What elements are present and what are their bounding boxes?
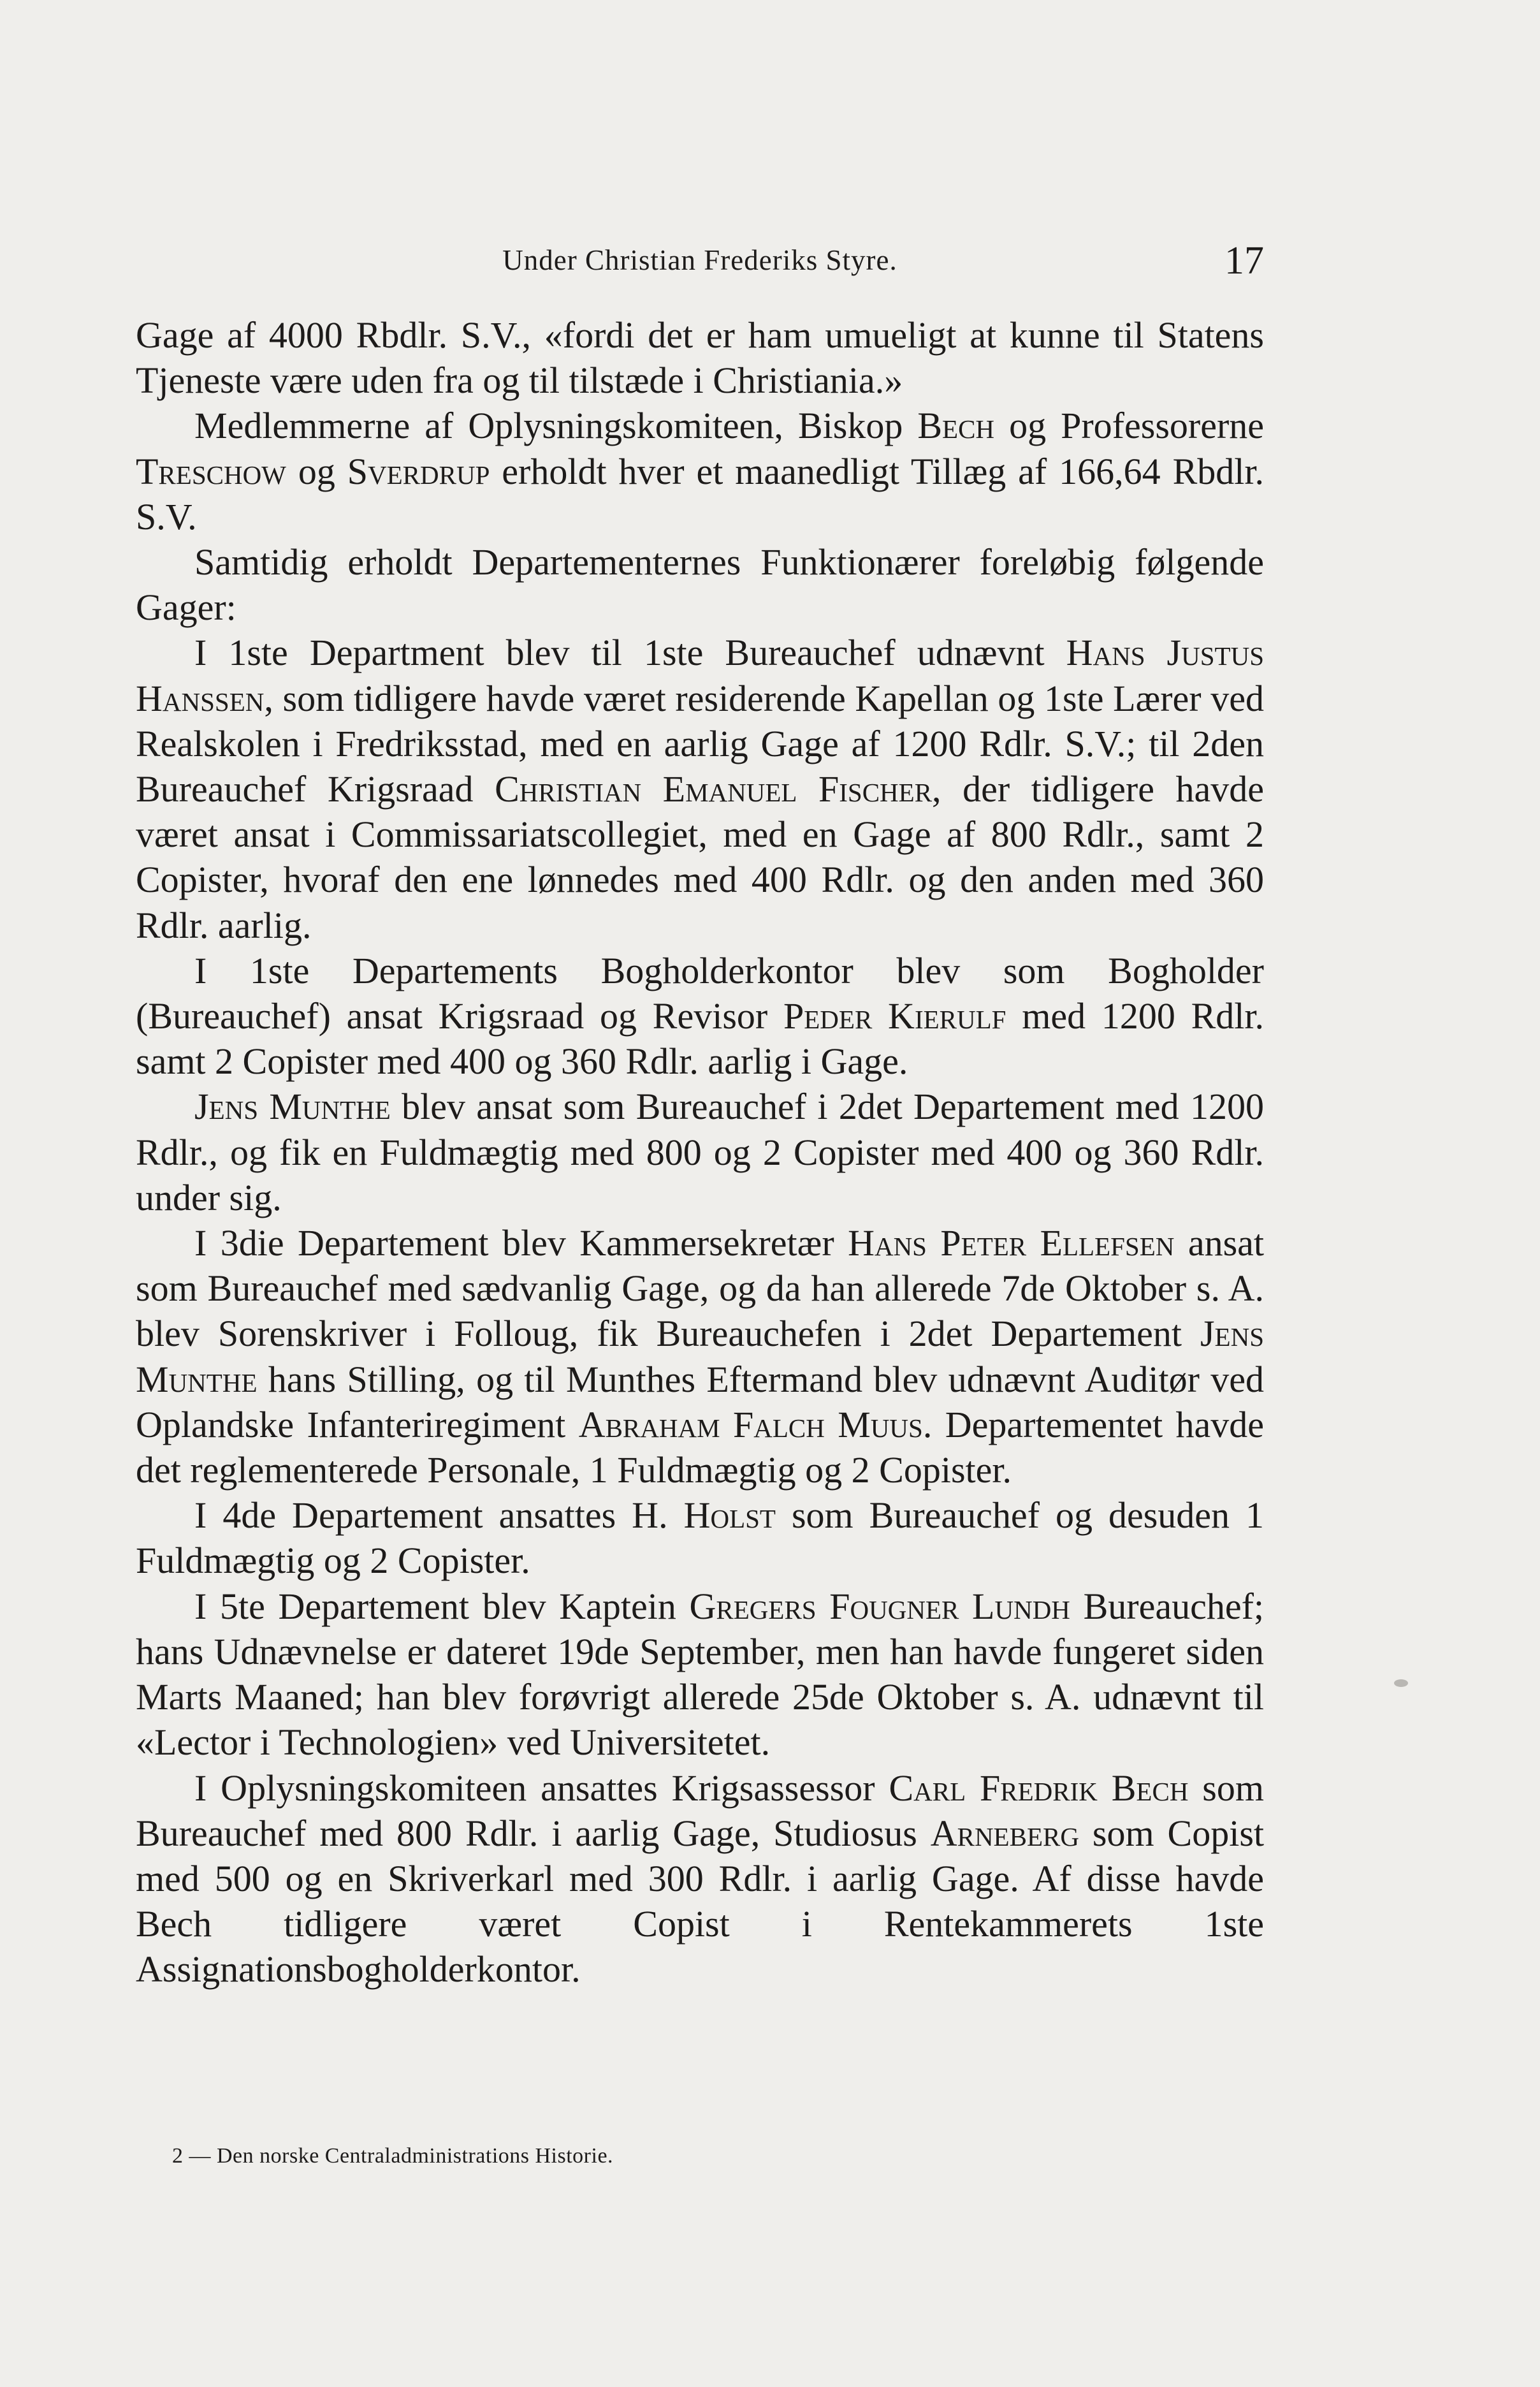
person-name: Christian Emanuel Fischer <box>495 768 933 810</box>
person-name: Sverdrup <box>347 450 490 492</box>
person-name: Arneberg <box>930 1812 1079 1854</box>
page-number: 17 <box>1224 239 1264 282</box>
paragraph-7 <box>136 1220 1264 1493</box>
running-head <box>136 239 1264 295</box>
paragraph-text: hans Stilling, og til Munthes Eftermand blev udnævnt Auditør ved Oplandske Infanteriregiment <box>136 1358 1264 1445</box>
body-text <box>136 312 1264 1992</box>
paragraph-text: som Bureauchef og desuden 1 Fuldmægtig og 2 Copister. <box>136 1494 1265 1582</box>
paragraph-8 <box>136 1493 1264 1583</box>
person-name: Hans Justus Hanssen <box>136 632 1264 719</box>
paragraph-text: og <box>286 450 347 492</box>
running-title: Under Christian Frederiks Styre. <box>502 244 897 276</box>
paragraph-text: , som tidligere havde været residerende Kapellan og 1ste Lærer ved Realskolen i Fredriksstad, med en aarlig Gage af 1200 Rdlr. S.V.; til 2den Bureauchef Krigsraad <box>136 677 1264 810</box>
paragraph-text: Medlemmerne af Oplysningskomiteen, Biskop <box>194 405 918 447</box>
paragraph-text: erholdt hver et maanedligt Tillæg af 166,64 Rbdlr. S.V. <box>136 450 1265 537</box>
paragraph-3 <box>136 539 1264 630</box>
paragraph-text: som Bureauchef med 800 Rdlr. i aarlig Gage, Studiosus <box>136 1767 1264 1854</box>
paragraph-text: I 1ste Departements Bogholderkontor blev som Bogholder (Bureauchef) ansat Krigsraad og Revisor <box>136 949 1264 1037</box>
signature-line: 2 — Den norske Centraladministrations Historie. <box>172 2144 614 2168</box>
paragraph-text: som Copist med 500 og en Skriverkarl med 300 Rdlr. i aarlig Gage. Af disse havde Bech tidligere været Copist i Rentekammerets 1ste Assignationsbogholderkontor. <box>136 1812 1265 1990</box>
paragraph-text: I Oplysningskomiteen ansattes Krigsassessor <box>194 1767 889 1809</box>
person-name: Jens Munthe <box>136 1313 1264 1400</box>
paragraph-2 <box>136 403 1264 539</box>
paragraph-text: . Departementet havde det reglementerede Personale, 1 Fuldmægtig og 2 Copister. <box>136 1403 1265 1491</box>
paragraph-10 <box>136 1765 1264 1992</box>
paragraph-text: med 1200 Rdlr. samt 2 Copister med 400 og 360 Rdlr. aarlig i Gage. <box>136 995 1265 1083</box>
paragraph-text: I 1ste Department blev til 1ste Bureauchef udnævnt <box>194 632 1066 674</box>
paragraph-text: I 5te Departement blev Kaptein <box>194 1585 690 1627</box>
paragraph-text: I 4de Departement ansattes H. <box>194 1494 684 1537</box>
person-name: Hans Peter Ellefsen <box>848 1222 1175 1264</box>
paragraph-4 <box>136 630 1264 947</box>
paragraph-6 <box>136 1084 1264 1220</box>
paragraph-text: I 3die Departement blev Kammersekretær <box>194 1222 848 1264</box>
paragraph-text: ansat som Bureauchef med sædvanlig Gage, og da han allerede 7de Oktober s. A. blev Sorenskriver i Folloug, fik Bureauchefen i 2det Departement <box>136 1222 1265 1355</box>
paragraph-5 <box>136 948 1264 1084</box>
paragraph-text: blev ansat som Bureauchef i 2det Departement med 1200 Rdlr., og fik en Fuldmægtig med 800 og 2 Copister med 400 og 360 Rdlr. under sig. <box>136 1086 1264 1218</box>
person-name: Bech <box>917 405 995 447</box>
paragraph-1 <box>136 312 1264 403</box>
person-name: Treschow <box>136 450 286 492</box>
paragraph-text: Bureauchef; hans Udnævnelse er dateret 19de September, men han havde fungeret siden Marts Maaned; han blev forøvrigt allerede 25de Oktober s. A. udnævnt til «Lector i Technologien» ved Universitetet. <box>136 1585 1264 1763</box>
paragraph-text: , der tidligere havde været ansat i Commissariatscollegiet, med en Gage af 800 Rdlr., samt 2 Copister, hvoraf den ene lønnedes med 400 Rdlr. og den anden med 360 Rdlr. aarlig. <box>136 768 1264 946</box>
paragraph-text: og Professorerne <box>994 405 1265 447</box>
paper-speck <box>1394 1679 1408 1687</box>
paragraph-text: Samtidig erholdt Departementernes Funktionærer foreløbig følgende Gager: <box>136 541 1264 629</box>
person-name: Holst <box>683 1494 776 1537</box>
person-name: Peder Kierulf <box>783 995 1006 1037</box>
person-name: Gregers Fougner Lundh <box>689 1585 1070 1627</box>
paragraph-text: Gage af 4000 Rbdlr. S.V., «fordi det er ham umueligt at kunne til Statens Tjeneste være uden fra og til tilstæde i Christiania.» <box>136 314 1264 402</box>
person-name: Jens Munthe <box>194 1086 391 1128</box>
person-name: Carl Fredrik Bech <box>889 1767 1189 1809</box>
paragraph-9 <box>136 1584 1264 1765</box>
person-name: Abraham Falch Muus <box>578 1403 923 1445</box>
